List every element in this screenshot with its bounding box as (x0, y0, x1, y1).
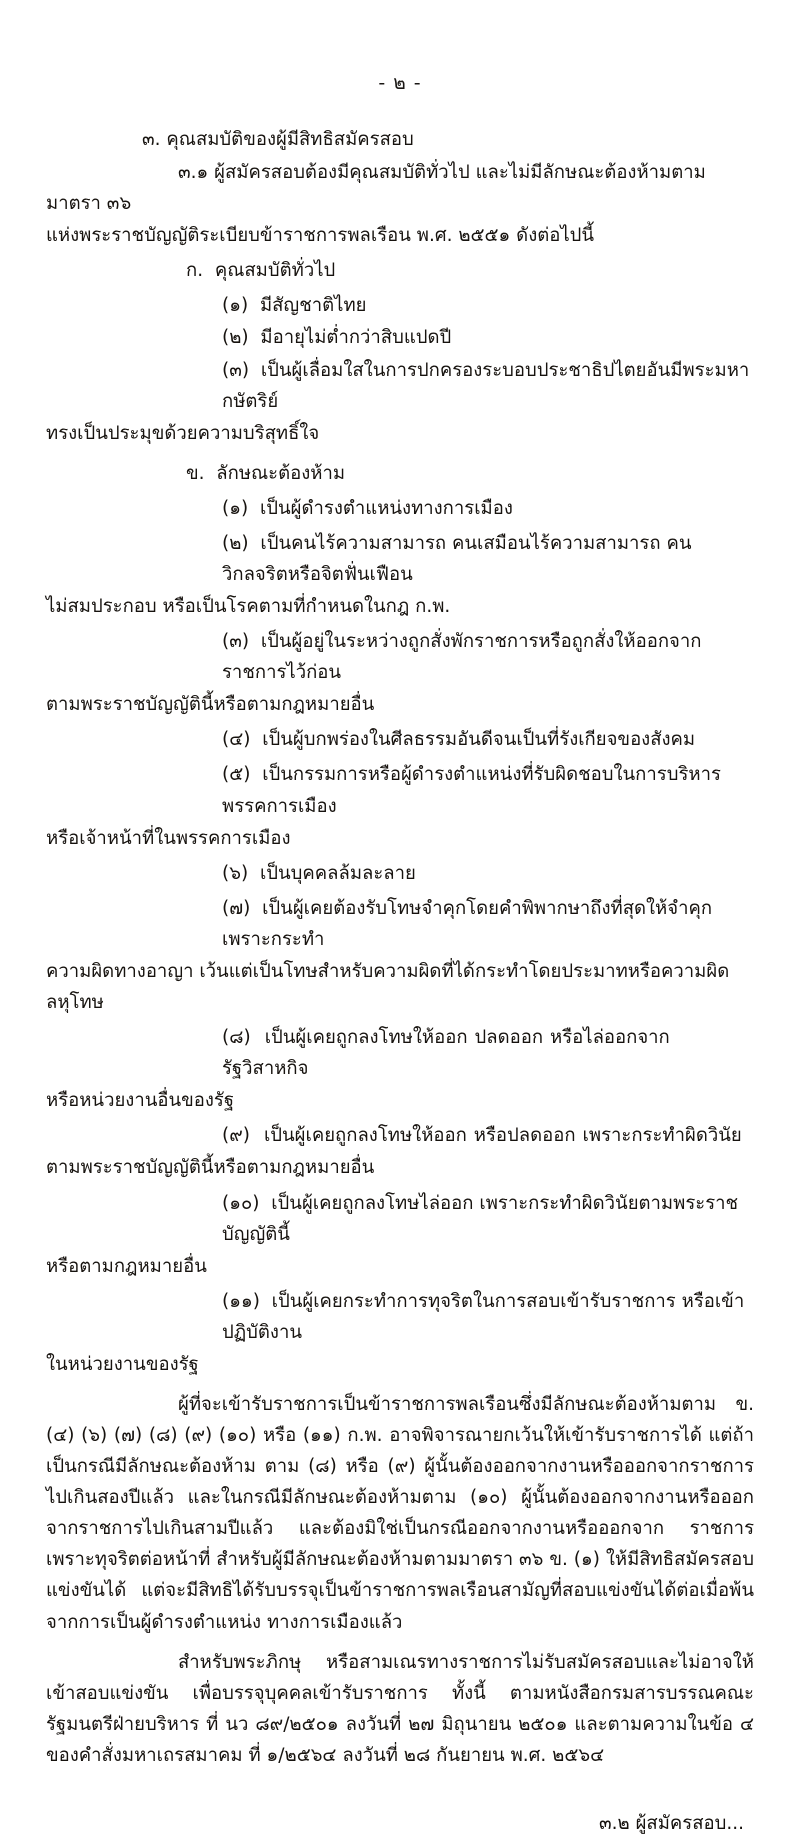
group-b-item-5-continuation: หรือเจ้าหน้าที่ในพรรคการเมือง (46, 827, 291, 849)
group-a-item-1: (๑) มีสัญชาติไทย (222, 295, 367, 317)
group-b-item-4: (๔) เป็นผู้บกพร่องในศีลธรรมอันดีจนเป็นที่รังเกียจของสังคม (222, 729, 696, 751)
group-b-item-3-continuation: ตามพระราชบัญญัตินี้หรือตามกฎหมายอื่น (46, 694, 375, 716)
group-b-item-7-continuation: ความผิดทางอาญา เว้นแต่เป็นโทษสำหรับความผิดที่ได้กระทำโดยประมาทหรือความผิดลหุโทษ (46, 960, 730, 1014)
document-body (46, 124, 760, 1771)
group-b-item-10: (๑๐) เป็นผู้เคยถูกลงโทษไล่ออก เพราะกระทำผิดวินัยตามพระราชบัญญัตินี้ (222, 1192, 739, 1245)
group-a-item-3: (๓) เป็นผู้เลื่อมใสในการปกครองระบอบประชาธิปไตยอันมีพระมหากษัตริย์ (222, 359, 750, 412)
exemption-paragraph: ผู้ที่จะเข้ารับราชการเป็นข้าราชการพลเรือนซึ่งมีลักษณะต้องห้ามตาม ข. (๔) (๖) (๗) (๘) (๙) (๑๐) หรือ (๑๑) ก.พ. อาจพิจารณายกเว้นให้เข้ารับราชการได้ แต่ถ้าเป็นกรณีมีลักษณะต้องห้าม ตาม (๘) หรือ (๙) ผู้นั้นต้องออกจากงานหรือออกจากราชการไปเกินสองปีแล้ว และในกรณีมีลักษณะต้องห้ามตาม (๑๐) ผู้นั้นต้องออกจากงานหรือออกจากราชการไปเกินสามปีแล้ว และต้องมิใช่เป็นกรณีออกจากงานหรือออกจาก ราชการเพราะทุจริตต่อหน้าที่ สำหรับผู้มีลักษณะต้องห้ามตามมาตรา ๓๖ ข. (๑) ให้มีสิทธิสมัครสอบแข่งขันได้ แต่จะมีสิทธิได้รับบรรจุเป็นข้าราชการพลเรือนสามัญที่สอบแข่งขันได้ต่อเมื่อพ้นจากการเป็นผู้ดำรงตำแหน่ง ทางการเมืองแล้ว (46, 1393, 760, 1633)
group-b-item-10-continuation: หรือตามกฎหมายอื่น (46, 1255, 207, 1277)
group-b-item-8: (๘) เป็นผู้เคยถูกลงโทษให้ออก ปลดออก หรือไล่ออกจากรัฐวิสาหกิจ (222, 1027, 670, 1080)
group-b-item-9: (๙) เป็นผู้เคยถูกลงโทษให้ออก หรือปลดออก เพราะกระทำผิดวินัย (222, 1125, 742, 1147)
group-b-item-1: (๑) เป็นผู้ดำรงตำแหน่งทางการเมือง (222, 497, 513, 519)
group-b-item-5: (๕) เป็นกรรมการหรือผู้ดำรงตำแหน่งที่รับผิดชอบในการบริหารพรรคการเมือง (222, 764, 721, 817)
group-a-item-2: (๒) มีอายุไม่ต่ำกว่าสิบแปดปี (222, 327, 452, 349)
section-heading: ๓. คุณสมบัติของผู้มีสิทธิสมัครสอบ (142, 129, 414, 150)
group-b-item-2: (๒) เป็นคนไร้ความสามารถ คนเสมือนไร้ความสามารถ คนวิกลจริตหรือจิตฟั่นเฟือน (222, 532, 692, 586)
group-b-item-7: (๗) เป็นผู้เคยต้องรับโทษจำคุกโดยคำพิพากษาถึงที่สุดให้จำคุกเพราะกระทำ (222, 897, 713, 950)
group-a-title: ก. คุณสมบัติทั่วไป (186, 260, 336, 282)
monk-paragraph: สำหรับพระภิกษุ หรือสามเณรทางราชการไม่รับสมัครสอบและไม่อาจให้เข้าสอบแข่งขัน เพื่อบรรจุบุคคลเข้ารับราชการ ทั้งนี้ ตามหนังสือกรมสารบรรณคณะรัฐมนตรีฝ่ายบริหาร ที่ นว ๘๙/๒๕๐๑ ลงวันที่ ๒๗ มิถุนายน ๒๕๐๑ และตามความในข้อ ๔ ของคำสั่งมหาเถรสมาคม ที่ ๑/๒๕๖๔ ลงวันที่ ๒๘ กันยายน พ.ศ. ๒๕๖๔ (46, 1651, 760, 1766)
group-b-item-11-continuation: ในหน่วยงานของรัฐ (46, 1353, 199, 1375)
group-b-item-2-continuation: ไม่สมประกอบ หรือเป็นโรคตามที่กำหนดในกฎ ก.พ. (46, 596, 451, 618)
section-intro-line-2: แห่งพระราชบัญญัติระเบียบข้าราชการพลเรือน พ.ศ. ๒๕๕๑ ดังต่อไปนี้ (46, 225, 595, 247)
group-b-item-3: (๓) เป็นผู้อยู่ในระหว่างถูกสั่งพักราชการหรือถูกสั่งให้ออกจากราชการไว้ก่อน (222, 631, 702, 684)
page-footer-note: ๓.๒ ผู้สมัครสอบ... (598, 1812, 744, 1834)
page-number: - ๒ - (378, 72, 422, 94)
section-intro-line-1: ๓.๑ ผู้สมัครสอบต้องมีคุณสมบัติทั่วไป และไม่มีลักษณะต้องห้ามตามมาตรา ๓๖ (46, 162, 706, 215)
group-b-title: ข. ลักษณะต้องห้าม (186, 462, 346, 484)
group-a-item-3-continuation: ทรงเป็นประมุขด้วยความบริสุทธิ์ใจ (46, 422, 320, 444)
group-b-item-9-continuation: ตามพระราชบัญญัตินี้หรือตามกฎหมายอื่น (46, 1157, 375, 1179)
group-b-item-11: (๑๑) เป็นผู้เคยกระทำการทุจริตในการสอบเข้ารับราชการ หรือเข้าปฏิบัติงาน (222, 1290, 745, 1343)
group-b-item-8-continuation: หรือหน่วยงานอื่นของรัฐ (46, 1090, 235, 1112)
group-b-item-6: (๖) เป็นบุคคลล้มละลาย (222, 862, 416, 884)
